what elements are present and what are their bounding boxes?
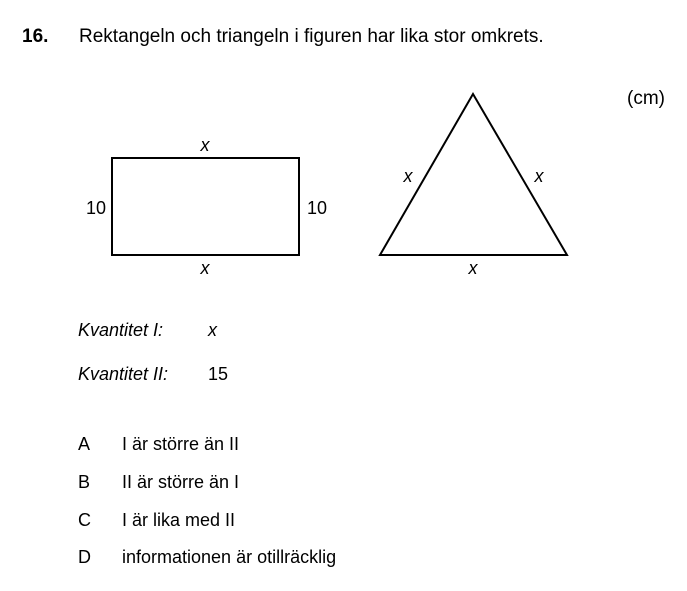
- option-b-letter: B: [78, 472, 91, 492]
- quantity-1-value: x: [208, 320, 217, 340]
- rectangle-left-label: 10: [85, 198, 107, 218]
- rectangle-shape: [112, 158, 299, 255]
- triangle-right-label: x: [534, 166, 544, 186]
- quantity-1-label: Kvantitet I:: [78, 320, 164, 340]
- question-number: 16.: [22, 26, 49, 47]
- triangle-bottom-label: x: [468, 258, 478, 278]
- option-a-letter: A: [78, 434, 91, 454]
- question-text: Rektangeln och triangeln i figuren har lika stor omkrets.: [79, 26, 544, 47]
- triangle-left-label: x: [403, 166, 413, 186]
- quantity-2-label: Kvantitet II:: [78, 364, 169, 384]
- option-b-text: II är större än I: [122, 472, 240, 492]
- option-d-letter: D: [78, 547, 91, 567]
- rectangle-bottom-label: x: [200, 258, 210, 278]
- option-c-letter: C: [78, 510, 91, 530]
- unit-label: (cm): [627, 88, 665, 109]
- option-d-text: informationen är otillräcklig: [122, 547, 337, 567]
- rectangle-right-label: 10: [306, 198, 328, 218]
- option-c-text: I är lika med II: [122, 510, 236, 530]
- rectangle-top-label: x: [200, 135, 210, 155]
- quantity-2-value: 15: [208, 364, 229, 384]
- option-a-text: I är större än II: [122, 434, 240, 454]
